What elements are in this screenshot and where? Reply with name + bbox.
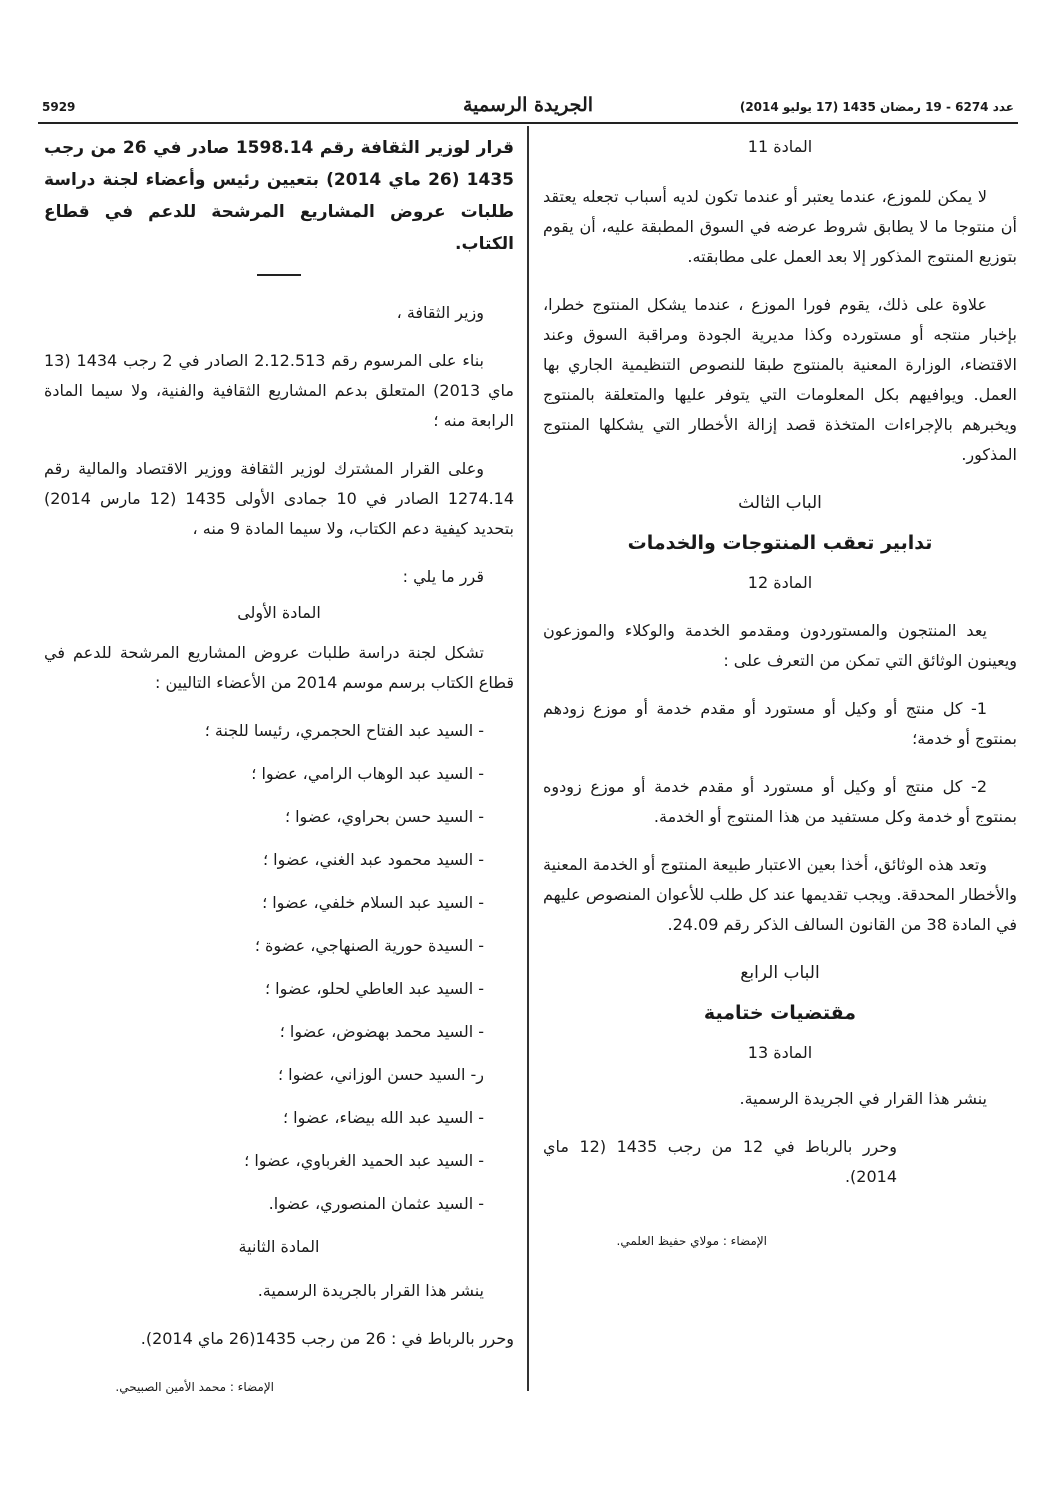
chapter-3-title: الباب الثالث <box>738 493 822 513</box>
preamble-paragraph-2: وعلى القرار المشترك لوزير الثقافة ووزير الاقتصاد والمالية رقم 1274.14 الصادر في 10 جمادى الأولى 1435 (12 مارس 2014) بتحديد كيفية دعم الكتاب، ولا سيما المادة 9 منه ، <box>44 459 515 538</box>
member-item: - السيد عبد الفتاح الحجمري، رئيسا للجنة ؛ <box>204 721 484 740</box>
member-item: - السيد عبد الوهاب الرامي، عضوا ؛ <box>251 764 484 783</box>
page-header <box>38 96 1018 124</box>
member-item: - السيد محمد بهضوض، عضوا ؛ <box>279 1022 484 1041</box>
decision-title: قرار لوزير الثقافة رقم 1598.14 صادر في 26 من رجب 1435 (26 ماي 2014) بتعيين رئيس وأعضاء لجنة دراسة طلبات عروض المشاريع المرشحة للدعم في قطاع الكتاب. <box>44 138 514 254</box>
chapter-3-subtitle: تدابير تعقب المنتوجات والخدمات <box>627 532 933 554</box>
done-at: وحرر بالرباط في 12 من رجب 1435 (12 ماي 2014). <box>543 1137 897 1186</box>
page-number: 5929 <box>42 100 76 114</box>
decides-line: قرر ما يلي : <box>402 567 484 586</box>
journal-title: الجريدة الرسمية <box>462 94 594 116</box>
article-1-title: المادة الأولى <box>237 603 321 622</box>
done-at: وحرر بالرباط في : 26 من رجب 1435(26 ماي 2014). <box>140 1329 514 1348</box>
member-item: - السيد حسن بحراوي، عضوا ؛ <box>284 807 484 826</box>
article-2-title: المادة الثانية <box>238 1237 320 1256</box>
article-12-title: المادة 12 <box>747 573 813 592</box>
article-11-title: المادة 11 <box>747 137 813 156</box>
preamble-paragraph-1: بناء على المرسوم رقم 2.12.513 الصادر في 2 رجب 1434 (13 ماي 2013) المتعلق بدعم المشاريع الثقافية والفنية، ولا سيما المادة الرابعة منه ؛ <box>44 351 514 430</box>
members-list <box>44 716 514 1219</box>
member-item: - السيد محمود عبد الغني، عضوا ؛ <box>262 850 484 869</box>
member-item: - السيد عبد الحميد الغرباوي، عضوا ؛ <box>244 1151 484 1170</box>
right-column <box>543 132 1017 1256</box>
title-separator <box>257 274 301 276</box>
chapter-4-title: الباب الرابع <box>740 963 820 983</box>
member-item: - السيد عثمان المنصوري، عضوا. <box>268 1194 484 1213</box>
signature: الإمضاء : مولاي حفيظ العلمي. <box>616 1234 767 1248</box>
article-12-item-2: 2- كل منتج أو وكيل أو مستورد أو مقدم خدمة أو موزع زودوه بمنتوج أو خدمة وكل مستفيد من هذا المنتوج أو الخدمة. <box>543 777 1017 826</box>
member-item: ر- السيد حسن الوزاني، عضوا ؛ <box>277 1065 484 1084</box>
article-1-paragraph: تشكل لجنة دراسة طلبات عروض المشاريع المرشحة للدعم في قطاع الكتاب برسم موسم 2014 من الأعضاء التاليين : <box>44 643 514 692</box>
signature: الإمضاء : محمد الأمين الصبيحي. <box>115 1380 274 1394</box>
article-12-paragraph-1: يعد المنتجون والمستوردون ومقدمو الخدمة والوكلاء والموزعون ويعينون الوثائق التي تمكن من التعرف على : <box>543 621 1017 670</box>
article-12-item-1: 1- كل منتج أو وكيل أو مستورد أو مقدم خدمة أو موزع زودهم بمنتوج أو خدمة؛ <box>543 699 1017 748</box>
left-column <box>44 132 514 1402</box>
article-2-paragraph: ينشر هذا القرار بالجريدة الرسمية. <box>257 1281 484 1300</box>
minister-line: وزير الثقافة ، <box>396 303 484 322</box>
member-item: - السيدة حورية الصنهاجي، عضوة ؛ <box>254 936 484 955</box>
issue-info: عدد 6274 - 19 رمضان 1435 (17 يوليو 2014) <box>739 100 1014 114</box>
member-item: - السيد عبد السلام خلفي، عضوا ؛ <box>262 893 484 912</box>
article-13-title: المادة 13 <box>747 1043 813 1062</box>
article-12-paragraph-2: وتعد هذه الوثائق، أخذا بعين الاعتبار طبيعة المنتوج أو الخدمة المعنية والأخطار المحدقة. ويجب تقديمها عند كل طلب للأعوان المنصوص عليهم في المادة 38 من القانون السالف الذكر رقم 24.09. <box>543 855 1017 934</box>
column-divider <box>527 126 529 1391</box>
member-item: - السيد عبد العاطي لحلو، عضوا ؛ <box>264 979 484 998</box>
article-11-paragraph-1: لا يمكن للموزع، عندما يعتبر أو عندما تكون لديه أسباب تجعله يعتقد أن منتوجا ما لا يطابق شروط عرضه في السوق المطبقة عليه، أن يقوم بتوزيع المنتوج المذكور إلا بعد العمل على مطابقته. <box>543 187 1017 266</box>
article-11-paragraph-2: علاوة على ذلك، يقوم فورا الموزع ، عندما يشكل المنتوج خطرا، بإخبار منتجه أو مستورده وكذا مديرية الجودة ومراقبة السوق وعند الاقتضاء، الوزارة المعنية بالمنتوج طبقا للنصوص التنظيمية الجاري بها العمل. ويوافيهم بكل المعلومات التي يتوفر عليها والمتعلقة بالمنتوج ويخبرهم بالإجراءات المتخذة قصد إزالة الأخطار التي يشكلها المنتوج المذكور. <box>543 295 1017 464</box>
article-13-paragraph-1: ينشر هذا القرار في الجريدة الرسمية. <box>739 1089 987 1108</box>
member-item: - السيد عبد الله بيضاء، عضوا ؛ <box>282 1108 484 1127</box>
chapter-4-subtitle: مقتضيات ختامية <box>703 1002 857 1024</box>
